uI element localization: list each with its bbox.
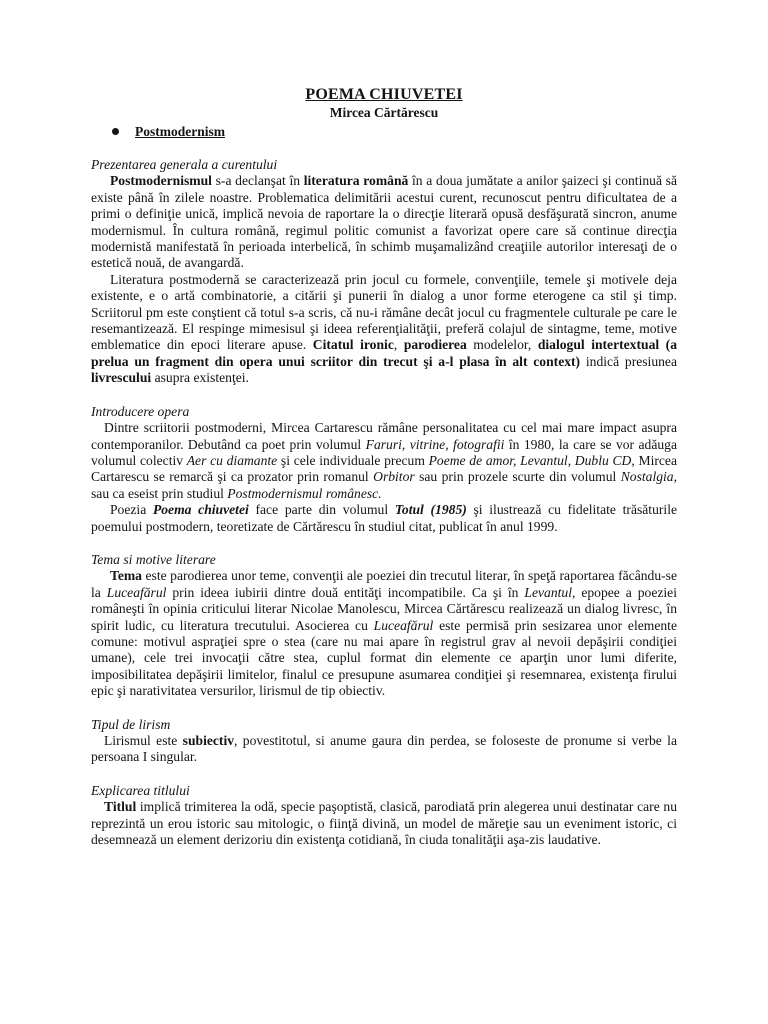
section-heading: Introducere opera: [91, 403, 190, 419]
paragraph: Poezia Poema chiuvetei face parte din volumul Totul (1985) şi ilustrează cu fidelitate trăsăturile poemului postmodern, teoretizate de Cărtărescu în studiul citat, publicat în anul 1999.: [91, 502, 677, 534]
author-name: Mircea Cărtărescu: [329, 105, 439, 120]
bullet-label: Postmodernism: [135, 124, 225, 139]
bullet-item: [112, 124, 225, 140]
section-heading: Prezentarea generala a curentului: [91, 157, 278, 172]
paragraph: Tema este parodierea unor teme, convenţii ale poeziei din trecutul literar, în speţă raportarea făcându-se la Luceafărul prin ideea iubirii dintre două entităţi incompatibile. Ca şi în Levantul, epopee a poeziei româneşti în opinia criticului literar Nicolae Manolescu, Mircea Cărtărescu realizează un dialog livresc, în spirit ludic, cu literatura trecutului. Asocierea cu Luceafărul este permisă prin sesizarea unor elemente comune: motivul aspraţiei spre o stea (care nu mai apare în registrul grav al nevoii depăşirii condiţiei umane), cele trei invocaţii către stea, cuplul format din elemente ce aparţin unor lumi diferite, imposibilitatea depăşirii limitelor, finalul ce presupune asumarea condiţiei şi resemnarea, existenţa firului epic şi narativitatea versurilor, lirismul de tip obiectiv.: [91, 568, 677, 699]
paragraph: Postmodernismul s-a declanşat în literatura română în a doua jumătate a anilor şaizeci şi continuă să existe până în zilele noastre. Problematica delimitării acestui curent, recunoscut pentru dificultatea de a primi o definiţie unică, implică nevoia de raportare la o direcţie literară opusă desfăşurată sincron, anume modernismul. În cultura română, regimul politic comunist a favorizat opere care să continue direcţia modernistă manifestată în perioada interbelică, în schimb muşamalizând creaţiile autorilor interesaţi de o estetică nouă, de avangardă.: [91, 173, 677, 271]
document-body: [91, 157, 677, 848]
bullet-icon: [112, 128, 119, 135]
section-heading: Tema si motive literare: [91, 551, 216, 567]
section-heading: Explicarea titlului: [91, 782, 190, 798]
paragraph: Lirismul este subiectiv, povestitotul, si anume gaura din perdea, se foloseste de pronume si verbe la persoana I singular.: [91, 733, 677, 765]
section-heading: Tipul de lirism: [91, 716, 171, 732]
paragraph: Literatura postmodernă se caracterizează prin jocul cu formele, convenţiile, temele şi motivele deja existente, e o artă combinatorie, a citării şi punerii în dialog a unor forme eterogene ca stil şi timp. Scriitorul pm este conştient că totul s-a scris, că nu-i rămâne decât jocul cu fragmentele culturale pe care le resemantizează. El respinge mimesisul şi ideea referenţialităţii, preferă colajul de sintagme, teme, motive emblematice din epoci literare apuse. Citatul ironic, parodierea modelelor, dialogul intertextual (a prelua un fragment din opera unui scriitor din trecut şi a-l plasa în alt context) indică presiunea livrescului asupra existenţei.: [91, 271, 678, 386]
page-title: POEMA CHIUVETEI: [305, 86, 463, 103]
paragraph: Dintre scriitorii postmoderni, Mircea Cartarescu rămâne personalitatea cu cel mai mare impact asupra contemporanilor. Debutând ca poet prin volumul Faruri, vitrine, fotografii în 1980, la care se vor adăuga volumul colectiv Aer cu diamante şi cele individuale precum Poeme de amor, Levantul, Dublu CD, Mircea Cartarescu se remarcă şi ca prozator prin romanul Orbitor sau prin prozele scurte din volumul Nostalgia, sau ca eseist prin studiul Postmodernismul românesc.: [91, 420, 677, 501]
paragraph: Titlul implică trimiterea la odă, specie paşoptistă, clasică, parodiată prin alegerea unui destinatar care nu reprezintă un erou istoric sau mitologic, o fiinţă divină, un model de măreţie sau un eveniment istoric, ci desemnează un element derizoriu din existenţa cotidiană, în ciuda tonalităţii aşa-zis laudative.: [91, 799, 677, 848]
